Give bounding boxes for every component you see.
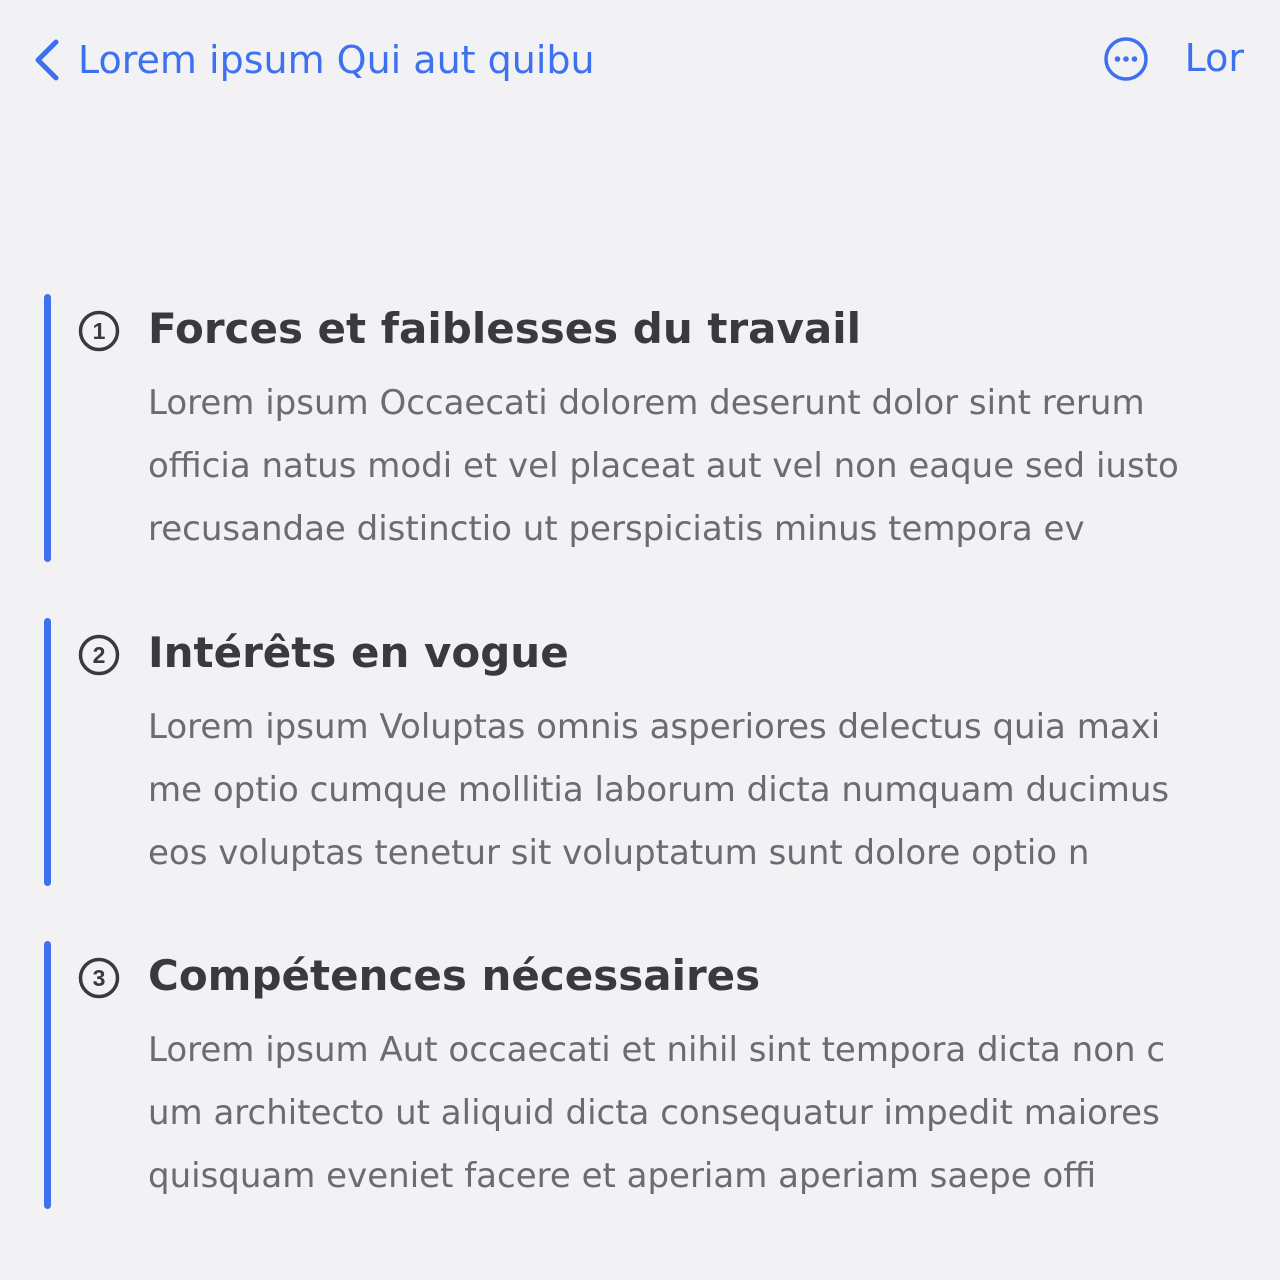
- body-line: recusandae distinctio ut perspiciatis minus tempora ev: [148, 509, 1085, 549]
- circled-number-3-icon: [78, 957, 120, 999]
- body-line: me optio cumque mollitia laborum dicta numquam ducimus: [148, 770, 1170, 810]
- chevron-left-icon: [30, 36, 64, 84]
- section-trending-interests: [0, 618, 1280, 886]
- section-body: [148, 696, 1223, 885]
- section-number: 3: [92, 965, 106, 991]
- section-accent-bar: [44, 294, 51, 562]
- body-line: Lorem ipsum Voluptas omnis asperiores delectus quia maxi: [148, 707, 1161, 747]
- section-body: [148, 372, 1223, 561]
- circled-number-1-icon: [78, 310, 120, 352]
- body-line: Lorem ipsum Aut occaecati et nihil sint tempora dicta non c: [148, 1030, 1166, 1070]
- section-accent-bar: [44, 618, 51, 886]
- section-title: Intérêts en vogue: [148, 628, 569, 677]
- body-line: quisquam eveniet facere et aperiam aperiam saepe offi: [148, 1156, 1097, 1196]
- section-title: Forces et faiblesses du travail: [148, 304, 862, 353]
- section-strengths: [0, 294, 1280, 562]
- section-body: [148, 1019, 1223, 1208]
- back-button[interactable]: [30, 30, 595, 90]
- back-label: Lorem ipsum Qui aut quibu: [78, 38, 595, 82]
- section-required-skills: [0, 941, 1280, 1209]
- ellipsis-circle-icon: [1102, 35, 1150, 83]
- circled-number-2-icon: [78, 634, 120, 676]
- section-number: 2: [92, 642, 106, 668]
- more-options-button[interactable]: [1102, 35, 1150, 83]
- section-title: Compétences nécessaires: [148, 951, 761, 1000]
- section-number: 1: [92, 318, 106, 344]
- section-accent-bar: [44, 941, 51, 1209]
- body-line: Lorem ipsum Occaecati dolorem deserunt dolor sint rerum: [148, 383, 1145, 423]
- body-line: um architecto ut aliquid dicta consequatur impedit maiores: [148, 1093, 1160, 1133]
- body-line: officia natus modi et vel placeat aut vel non eaque sed iusto: [148, 446, 1179, 486]
- body-line: eos voluptas tenetur sit voluptatum sunt dolore optio n: [148, 833, 1090, 873]
- navigation-bar: [0, 0, 1280, 124]
- nav-action-button[interactable]: Lor: [1184, 36, 1244, 80]
